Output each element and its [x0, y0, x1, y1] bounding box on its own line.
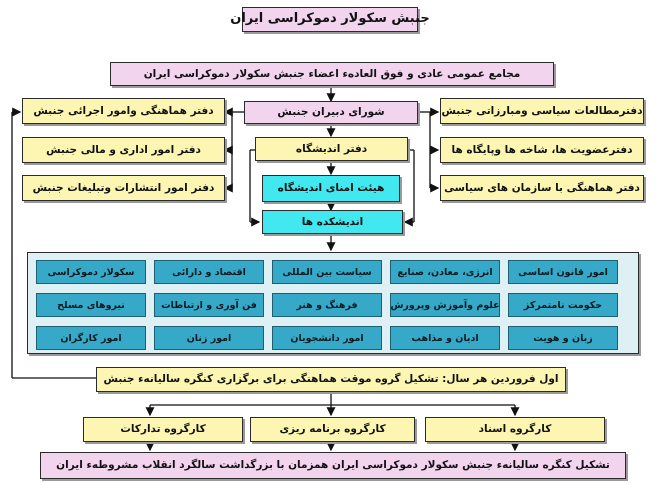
grid-cell: امور قانون اساسی — [508, 260, 618, 284]
grid-cell: امور دانشجویان — [272, 326, 382, 350]
office-membership: دفترعضویت ها، شاخه ها وپایگاه ها — [440, 137, 644, 163]
grid-cell: اقتصاد و دارائی — [154, 260, 264, 284]
general-assembly-box: مجامع عمومی عادی و فوق العادهء اعضاء جنبش سکولار دموکراسی ایران — [110, 62, 554, 86]
annual-congress-footer: تشکیل کنگره سالیانهء جنبش سکولار دموکراسی ایران همزمان با بزرگداشت سالگرد انقلاب مشروطهء ایران — [40, 452, 626, 479]
grid-cell: علوم وآموزش وپرورش — [390, 293, 500, 317]
grid-cell: فرهنگ و هنر — [272, 293, 382, 317]
office-publications: دفتر امور انتشارات وتبلیغات جنبش — [22, 175, 225, 201]
think-tanks-box: اندیشکده ها — [262, 210, 403, 234]
secretaries-council-box: شورای دبیران جنبش — [244, 101, 418, 124]
office-political-studies: دفترمطالعات سیاسی ومبارزاتی جنبش — [440, 98, 644, 124]
congress-coordination-group-box: اول فروردین هر سال: تشکیل گروه موقت هماهنگی برای برگزاری کنگره سالیانهء جنبش — [96, 367, 566, 392]
grid-cell: امور کارگران — [36, 326, 146, 350]
office-political-coordination: دفتر هماهنگی با سازمان های سیاسی — [440, 175, 644, 201]
chart-title: جنبش سکولار دموکراسی ایران — [242, 7, 418, 32]
office-admin-finance: دفتر امور اداری و مالی جنبش — [22, 137, 225, 163]
board-of-trustees-box: هیئت امنای اندیشگاه — [262, 175, 400, 202]
grid-cell: امور زنان — [154, 326, 264, 350]
workgroup-planning: کارگروه برنامه ریزی — [250, 417, 415, 442]
grid-cell: حکومت نامتمرکز — [508, 293, 618, 317]
think-tank-grid — [27, 252, 639, 354]
workgroup-logistics: کارگروه تدارکات — [83, 417, 243, 442]
grid-cell: انرژی، معادن، صنایع — [390, 260, 500, 284]
office-executive-coordination: دفتر هماهنگی وامور اجرائی جنبش — [22, 98, 225, 124]
think-office-box: دفتر اندیشگاه — [255, 137, 408, 161]
workgroup-documents: کارگروه اسناد — [425, 417, 605, 442]
grid-cell: سیاست بین المللی — [272, 260, 382, 284]
grid-cell: ادیان و مذاهب — [390, 326, 500, 350]
grid-cell: سکولار دموکراسی — [36, 260, 146, 284]
grid-cell: فن آوری و ارتباطات — [154, 293, 264, 317]
grid-cell: نیروهای مسلح — [36, 293, 146, 317]
grid-cell: زبان و هویت — [508, 326, 618, 350]
